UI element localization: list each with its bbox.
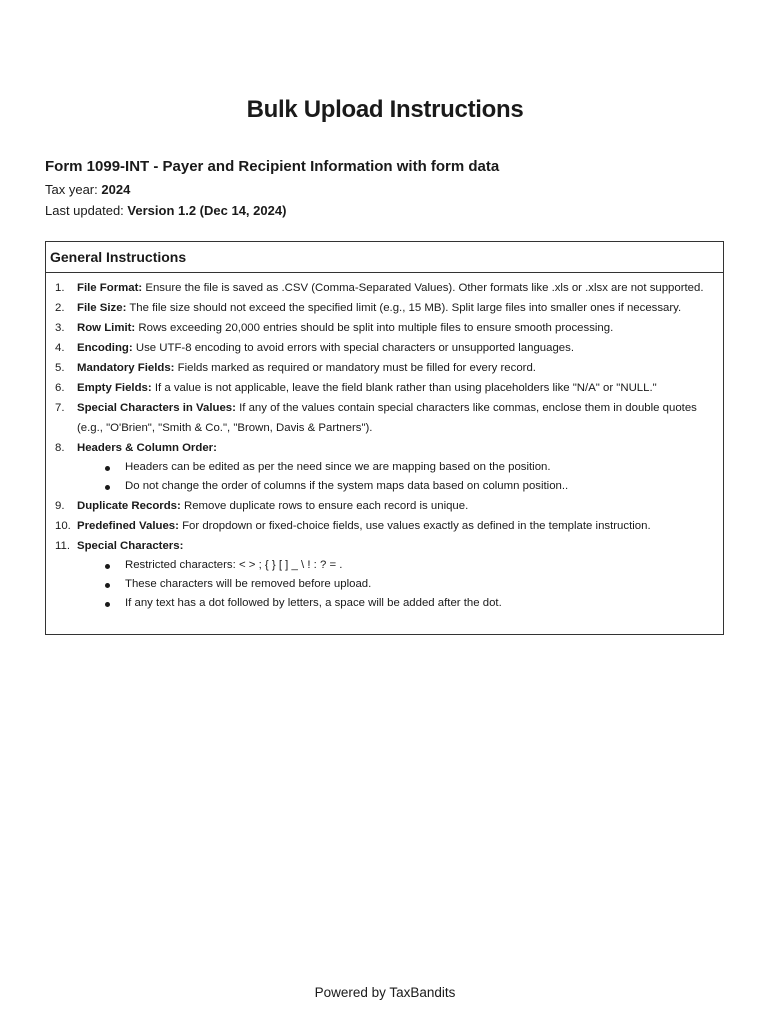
footer-powered-by: Powered by TaxBandits [314,985,456,1000]
instruction-item [46,438,723,496]
form-heading: Form 1099-INT - Payer and Recipient Information with form data [45,158,500,175]
instruction-number: 7. [55,402,65,414]
bullet-icon [105,485,110,490]
instruction-number: 3. [55,322,65,334]
instruction-term: Row Limit: [77,322,136,334]
instruction-item [46,358,723,378]
instruction-item [46,516,723,536]
instruction-item [46,338,723,358]
instruction-term: Special Characters: [77,540,184,552]
tax-year [45,182,130,197]
instruction-text: If a value is not applicable, leave the field blank rather than using placeholders like "N/A" or "NULL." [151,382,657,394]
instruction-number: 10. [55,520,71,532]
instruction-term: File Size: [77,302,127,314]
last-updated [45,203,286,218]
instruction-term: Duplicate Records: [77,500,181,512]
instruction-text: For dropdown or fixed-choice fields, use values exactly as defined in the template instruction. [178,520,651,532]
instruction-term: Predefined Values: [77,520,179,532]
instruction-number: 1. [55,282,65,294]
instruction-number: 5. [55,362,65,374]
last-updated-label: Last updated: [45,203,124,218]
instruction-sub-item [77,594,719,613]
instruction-item [46,536,723,613]
instruction-item [46,298,723,318]
instruction-sub-text: Headers can be edited as per the need since we are mapping based on the position. [125,461,551,473]
instruction-number: 2. [55,302,65,314]
general-instructions-box [45,241,724,635]
instruction-term: Headers & Column Order: [77,442,217,454]
instruction-sub-list [77,556,719,613]
instruction-text: The file size should not exceed the specified limit (e.g., 15 MB). Split large files into smaller ones if necessary. [126,302,682,314]
instruction-item [46,496,723,516]
instructions-list [46,273,723,613]
general-instructions-header: General Instructions [46,242,723,273]
instruction-sub-text: These characters will be removed before upload. [125,578,372,590]
instruction-sub-text: Restricted characters: < > ; { } [ ] _ \ ! : ? = . [125,559,343,571]
instruction-text: Remove duplicate rows to ensure each record is unique. [180,500,469,512]
instruction-text: Rows exceeding 20,000 entries should be split into multiple files to ensure smooth processing. [135,322,614,334]
instruction-number: 8. [55,442,65,454]
bullet-icon [105,564,110,569]
bullet-icon [105,466,110,471]
instruction-number: 6. [55,382,65,394]
instruction-text: Use UTF-8 encoding to avoid errors with special characters or unsupported languages. [132,342,574,354]
instruction-sub-item [77,458,719,477]
instruction-sub-text: Do not change the order of columns if the system maps data based on column position.. [125,480,569,492]
tax-year-label: Tax year: [45,182,98,197]
instruction-item [46,278,723,298]
instruction-term: Encoding: [77,342,133,354]
instruction-number: 4. [55,342,65,354]
instruction-sub-item [77,556,719,575]
tax-year-value: 2024 [101,182,131,197]
instruction-sub-item [77,575,719,594]
instruction-term: Empty Fields: [77,382,152,394]
instruction-text: If any of the values contain special characters like commas, enclose them in double quotes (e.g., "O'Brien", "Smith & Co.", "Brown, Davis & Partners"). [77,402,697,434]
instruction-item [46,398,723,438]
instruction-term: File Format: [77,282,143,294]
instruction-sub-list [77,458,719,496]
instruction-term: Mandatory Fields: [77,362,175,374]
instruction-text: Fields marked as required or mandatory must be filled for every record. [174,362,536,374]
bullet-icon [105,602,110,607]
instruction-item [46,378,723,398]
instruction-sub-item [77,477,719,496]
instruction-number: 11. [55,540,70,552]
instruction-sub-text: If any text has a dot followed by letters, a space will be added after the dot. [125,597,502,609]
instruction-term: Special Characters in Values: [77,402,236,414]
instruction-text: Ensure the file is saved as .CSV (Comma-Separated Values). Other formats like .xls or .xlsx are not supported. [142,282,704,294]
page-title: Bulk Upload Instructions [246,96,524,123]
last-updated-value: Version 1.2 (Dec 14, 2024) [127,203,287,218]
instruction-number: 9. [55,500,65,512]
instruction-item [46,318,723,338]
bullet-icon [105,583,110,588]
